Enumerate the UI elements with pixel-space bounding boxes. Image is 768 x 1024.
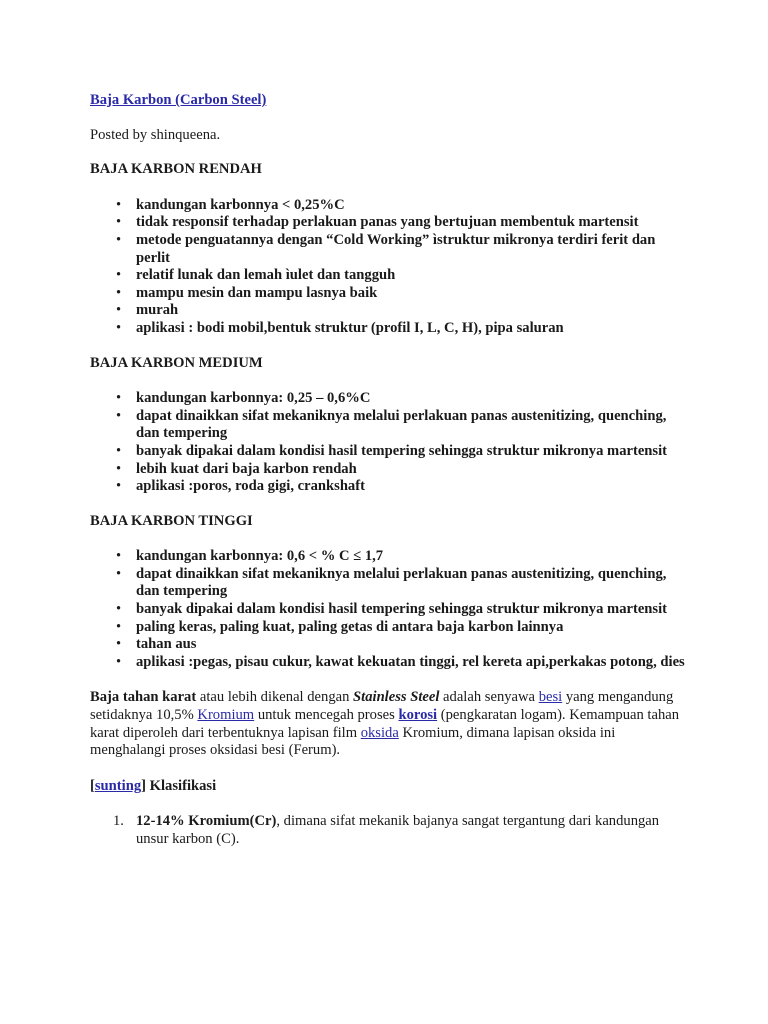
bullet-icon: • [116,284,122,301]
list-item: • dapat dinaikkan sifat mekaniknya melalui perlakuan panas austenitizing, quenching, dan tempering [116,407,667,442]
list-item: • paling keras, paling kuat, paling getas di antara baja karbon lainnya [116,618,564,635]
bullet-icon: • [116,618,122,635]
list-item: • kandungan karbonnya < 0,25%C [116,196,345,213]
link-besi[interactable]: besi [538,689,563,706]
bullet-icon: • [116,601,122,618]
klasifikasi-heading: [sunting] Klasifikasi [90,777,217,794]
list-item: • tidak responsif terhadap perlakuan panas yang bertujuan membentuk martensit [116,214,639,231]
bullet-icon: • [116,214,122,231]
list-item: • kandungan karbonnya: 0,6 < % C ≤ 1,7 [116,548,384,565]
edit-link-sunting[interactable]: sunting [94,777,142,794]
term-stainless-steel: Stainless Steel [353,689,440,706]
bullet-icon: • [116,478,122,495]
bullet-list-tinggi [90,548,690,671]
link-korosi[interactable]: korosi [398,707,438,724]
list-item: • murah [116,302,179,319]
bullet-icon: • [116,390,122,407]
bullet-list-medium [90,390,690,496]
list-item: • banyak dipakai dalam kondisi hasil tempering sehingga struktur mikronya martensit [116,442,668,459]
list-item: • aplikasi :poros, roda gigi, crankshaft [116,478,365,495]
list-item: • kandungan karbonnya: 0,25 – 0,6%C [116,390,371,407]
classification-list [90,813,690,848]
list-item: • dapat dinaikkan sifat mekaniknya melalui perlakuan panas austenitizing, quenching, dan tempering [116,565,667,600]
list-item: • metode penguatannya dengan “Cold Working” ìstruktur mikronya terdiri ferit dan perlit [116,231,656,266]
bullet-icon: • [116,196,122,213]
bullet-icon: • [116,548,122,565]
bullet-list-rendah [90,197,690,338]
posted-by: Posted by shinqueena. [90,126,221,143]
link-oksida[interactable]: oksida [360,724,399,741]
section-heading-medium: BAJA KARBON MEDIUM [90,354,263,371]
bullet-icon: • [116,231,122,248]
list-item: • lebih kuat dari baja karbon rendah [116,460,357,477]
list-item: • aplikasi :pegas, pisau cukur, kawat kekuatan tinggi, rel kereta api,perkakas potong, dies [116,653,685,670]
list-item: • relatif lunak dan lemah ìulet dan tangguh [116,267,396,284]
bullet-icon: • [116,407,122,424]
stainless-steel-paragraph: Baja tahan karat atau lebih dikenal dengan Stainless Steel adalah senyawa besi yang mengandung setidaknya 10,5% Kromium untuk mencegah proses korosi (pengkaratan logam). Kemampuan tahan karat diperoleh dari terbentuknya lapisan film oksida Kromium, dimana lapisan oksida ini menghalangi proses oksidasi besi (Ferum). [90,689,680,759]
bullet-icon: • [116,653,122,670]
bullet-icon: • [116,442,122,459]
bullet-icon: • [116,302,122,319]
title-line [90,92,690,110]
list-item: • mampu mesin dan mampu lasnya baik [116,284,378,301]
list-item: 1. 12-14% Kromium(Cr), dimana sifat mekanik bajanya sangat tergantung dari kandungan unsur karbon (C). [113,813,660,847]
list-item: • tahan aus [116,636,197,653]
list-item: • aplikasi : bodi mobil,bentuk struktur (profil I, L, C, H), pipa saluran [116,319,564,336]
bullet-icon: • [116,267,122,284]
bullet-icon: • [116,565,122,582]
section-heading-tinggi: BAJA KARBON TINGGI [90,512,253,529]
title-link[interactable]: Baja Karbon (Carbon Steel) [90,92,267,108]
bullet-icon: • [116,460,122,477]
list-number: 1. [113,813,124,830]
document-page [90,92,690,849]
bullet-icon: • [116,636,122,653]
link-kromium[interactable]: Kromium [197,707,255,724]
section-heading-rendah: BAJA KARBON RENDAH [90,161,262,178]
bullet-icon: • [116,319,122,336]
list-item: • banyak dipakai dalam kondisi hasil tempering sehingga struktur mikronya martensit [116,601,668,618]
term-baja-tahan-karat: Baja tahan karat [90,689,197,706]
